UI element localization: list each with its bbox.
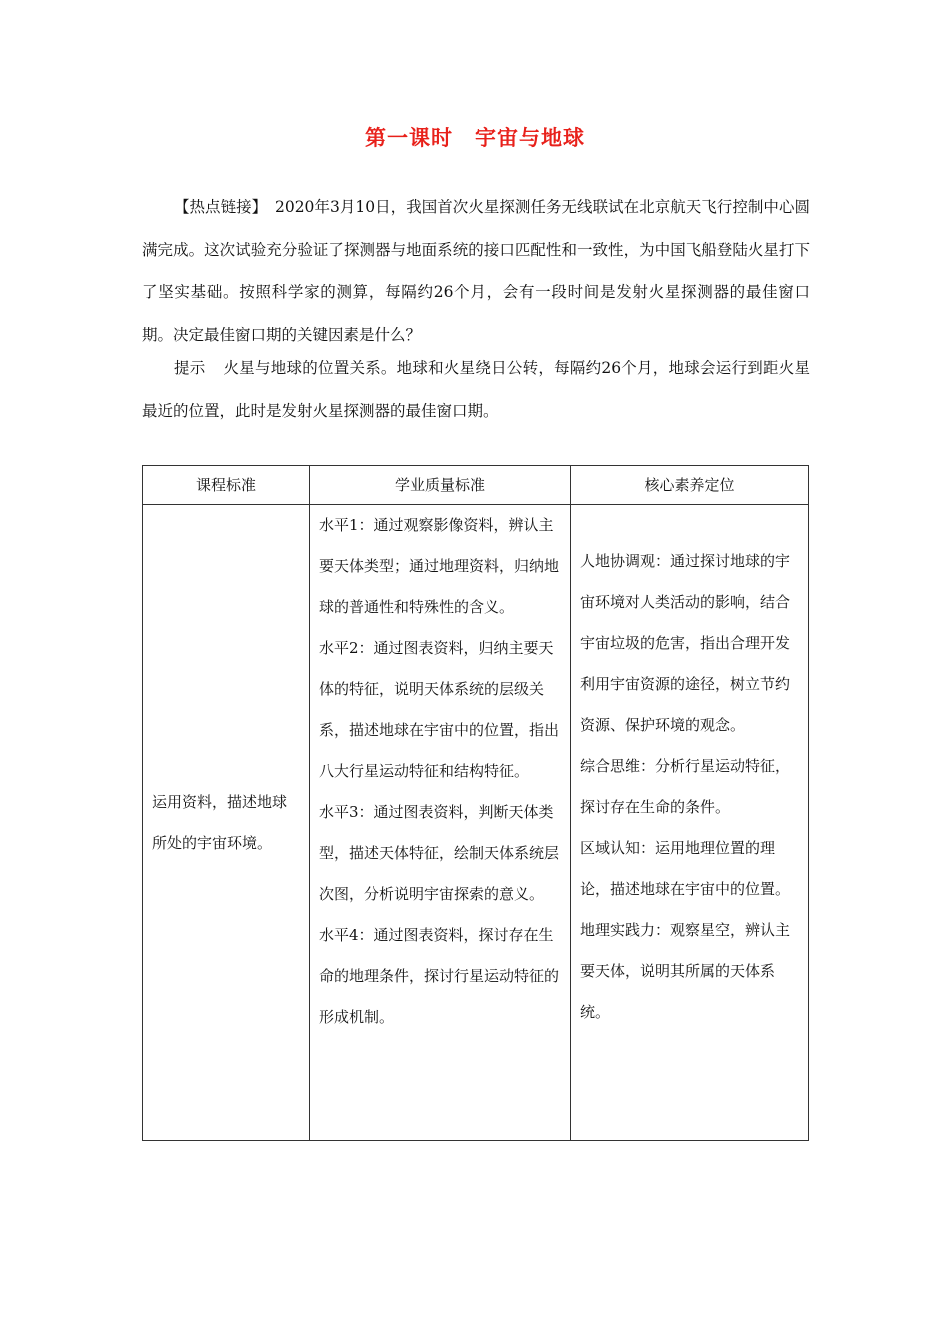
hotspot-tag: 【热点链接】 [174, 198, 260, 216]
quality-level-4: 水平4：通过图表资料，探讨存在生命的地理条件，探讨行星运动特征的形成机制。 [319, 926, 560, 1026]
core-literacy-cell [571, 505, 809, 1141]
hotspot-paragraph [142, 186, 810, 356]
quality-level-2: 水平2：通过图表资料，归纳主要天体的特征，说明天体系统的层级关系，描述地球在宇宙中的位置，指出八大行星运动特征和结构特征。 [319, 639, 560, 780]
hotspot-text: 2020年3月10日，我国首次火星探测任务无线联试在北京航天飞行控制中心圆满完成。这次试验充分验证了探测器与地面系统的接口匹配性和一致性，为中国飞船登陆火星打下了坚实基础。按照科学家的测算，每隔约26个月，会有一段时间是发射火星探测器的最佳窗口期。决定最佳窗口期的关键因素是什么？ [142, 198, 810, 344]
quality-level-3: 水平3：通过图表资料，判断天体类型，描述天体特征，绘制天体系统层次图，分析说明宇宙探索的意义。 [319, 803, 560, 903]
table-row [143, 505, 809, 1141]
quality-standard-cell [310, 505, 571, 1141]
course-standard-cell [143, 505, 310, 1141]
hint-paragraph [142, 347, 810, 432]
header-core-literacy: 核心素养定位 [571, 466, 809, 505]
literacy-human-earth: 人地协调观：通过探讨地球的宇宙环境对人类活动的影响，结合宇宙垃圾的危害，指出合理开发利用宇宙资源的途径，树立节约资源、保护环境的观念。 [580, 552, 791, 734]
quality-level-1: 水平1：通过观察影像资料，辨认主要天体类型；通过地理资料，归纳地球的普通性和特殊性的含义。 [319, 516, 560, 616]
hint-text: 火星与地球的位置关系。地球和火星绕日公转，每隔约26个月，地球会运行到距火星最近的位置，此时是发射火星探测器的最佳窗口期。 [142, 359, 810, 420]
page-title: 第一课时 宇宙与地球 [365, 126, 585, 150]
literacy-geographic-practice: 地理实践力：观察星空，辨认主要天体，说明其所属的天体系统。 [580, 921, 791, 1021]
header-quality-standard: 学业质量标准 [310, 466, 571, 505]
course-standard-text: 运用资料，描述地球所处的宇宙环境。 [152, 792, 288, 852]
literacy-integrated-thinking: 综合思维：分析行星运动特征，探讨存在生命的条件。 [580, 757, 791, 816]
hint-label: 提示 [174, 359, 206, 377]
standards-table [142, 465, 809, 1141]
table-header-row [143, 466, 809, 505]
literacy-regional-cognition: 区域认知：运用地理位置的理论，描述地球在宇宙中的位置。 [580, 839, 791, 898]
header-course-standard: 课程标准 [143, 466, 310, 505]
